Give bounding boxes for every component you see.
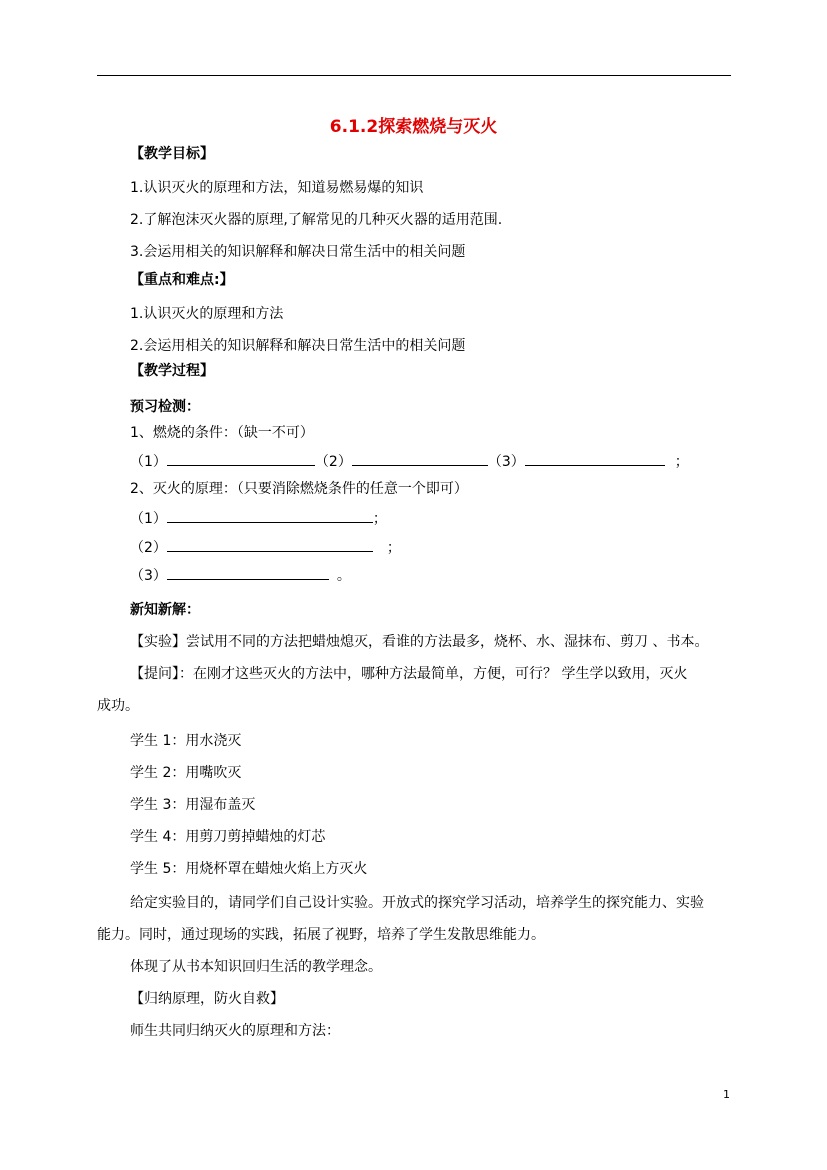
goals-heading: 【教学目标】 [130, 146, 214, 162]
answer-blank [167, 566, 329, 580]
paragraph-design-experiment: 给定实验目的，请同学们自己设计实验。开放式的探究学习活动，培养学生的探究能力、实验 [130, 895, 704, 911]
answer-blank [167, 509, 373, 523]
student-answer: 学生 3：用湿布盖灭 [130, 797, 256, 813]
document-title: 6.1.2探索燃烧与灭火 [329, 117, 498, 137]
blank-label-2: （2） [314, 454, 352, 470]
answer-blank [352, 452, 488, 466]
question-text-continued: 成功。 [97, 698, 139, 714]
line-end-punctuation: ； [386, 540, 401, 556]
student-answer: 学生 2：用嘴吹灭 [130, 765, 242, 781]
experiment-text: 【实验】尝试用不同的方法把蜡烛熄灭，看谁的方法最多，烧杯、水、湿抹布、剪刀 、书本。 [130, 634, 709, 650]
blank-label-1: （1） [130, 454, 167, 470]
key-point-item-2: 2.会运用相关的知识解释和解决日常生活中的相关问题 [130, 338, 466, 354]
blank-label: （3） [130, 568, 167, 584]
blank-label: （2） [130, 540, 167, 556]
line-end-punctuation: ； [674, 454, 689, 470]
answer-blank [167, 452, 315, 466]
answer-blank [525, 452, 665, 466]
summary-heading: 【归纳原理，防火自救】 [130, 991, 284, 1007]
student-answer: 学生 4：用剪刀剪掉蜡烛的灯芯 [130, 829, 326, 845]
key-point-item-1: 1.认识灭火的原理和方法 [130, 306, 284, 322]
goal-item-1: 1.认识灭火的原理和方法，知道易燃易爆的知识 [130, 180, 424, 196]
answer-blank [167, 538, 373, 552]
header-rule [97, 75, 731, 76]
question-text: 【提问】：在刚才这些灭火的方法中，哪种方法最简单，方便，可行？ 学生学以致用，灭火 [130, 666, 688, 682]
new-knowledge-heading: 新知新解： [130, 602, 200, 618]
extinguish-principle-line-2 [130, 538, 401, 557]
preview-question-2: 2、灭火的原理：（只要消除燃烧条件的任意一个即可） [130, 481, 468, 497]
student-answer: 学生 1：用水浇灭 [130, 733, 242, 749]
student-answer: 学生 5：用烧杯罩在蜡烛火焰上方灭火 [130, 861, 368, 877]
goal-item-3: 3.会运用相关的知识解释和解决日常生活中的相关问题 [130, 244, 466, 260]
preview-question-1: 1、燃烧的条件：（缺一不可） [130, 425, 314, 441]
key-points-heading: 【重点和难点:】 [130, 272, 234, 288]
combustion-conditions-line [130, 452, 689, 471]
preview-heading: 预习检测： [130, 399, 200, 415]
extinguish-principle-line-3 [130, 566, 351, 585]
page-number: 1 [723, 1088, 730, 1101]
paragraph-design-experiment-continued: 能力。同时，通过现场的实践，拓展了视野，培养了学生发散思维能力。 [97, 927, 545, 943]
paragraph-teaching-concept: 体现了从书本知识回归生活的教学理念。 [130, 959, 382, 975]
blank-label: （1） [130, 511, 167, 527]
goal-item-2: 2.了解泡沫灭火器的原理,了解常见的几种灭火器的适用范围. [130, 212, 503, 228]
summary-text: 师生共同归纳灭火的原理和方法： [130, 1023, 340, 1039]
line-end-punctuation: 。 [336, 568, 351, 584]
line-end-punctuation: ； [372, 511, 387, 527]
process-heading: 【教学过程】 [130, 363, 214, 379]
blank-label-3: （3） [487, 454, 525, 470]
extinguish-principle-line-1 [130, 509, 387, 528]
